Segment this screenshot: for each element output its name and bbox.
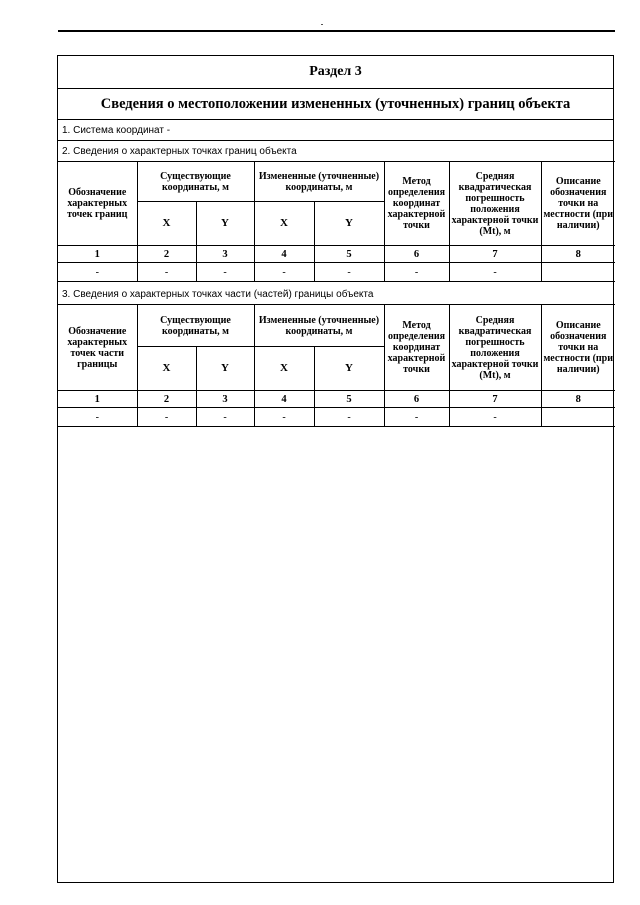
table-row (58, 408, 615, 427)
column-numbers-row (58, 246, 615, 263)
table-row (58, 263, 615, 282)
table-cell: - (254, 263, 314, 282)
col-changed-coords: Измененные (уточненные) координаты, м (254, 305, 384, 347)
col-designation: Обозначение характерных точек границ (58, 162, 137, 246)
table-cell: - (449, 263, 541, 282)
table-cell: - (384, 408, 449, 427)
col-method: Метод определения координат характерной точки (384, 305, 449, 391)
column-number: 3 (196, 246, 254, 263)
table-cell: - (58, 263, 137, 282)
column-number: 1 (58, 391, 137, 408)
table-cell: - (58, 408, 137, 427)
table-cell: - (449, 408, 541, 427)
table-cell: - (137, 408, 196, 427)
col-changed-y: Y (314, 202, 384, 246)
points-part-table (58, 304, 615, 427)
points-borders-table (58, 161, 615, 282)
column-number: 5 (314, 391, 384, 408)
table-cell: - (384, 263, 449, 282)
column-number: 7 (449, 391, 541, 408)
table-cell: - (314, 408, 384, 427)
table-cell: - (137, 263, 196, 282)
col-existing-y: Y (196, 202, 254, 246)
column-number: 1 (58, 246, 137, 263)
col-method: Метод определения координат характерной точки (384, 162, 449, 246)
table-cell (541, 263, 615, 282)
section-subtitle: Сведения о местоположении измененных (уточненных) границ объекта (58, 89, 613, 120)
table-cell: - (196, 263, 254, 282)
coordinate-system-line: 1. Система координат - (58, 120, 613, 141)
table-cell (541, 408, 615, 427)
col-existing-x: X (137, 347, 196, 391)
column-number: 4 (254, 246, 314, 263)
column-number: 2 (137, 246, 196, 263)
col-existing-x: X (137, 202, 196, 246)
table-cell: - (314, 263, 384, 282)
scan-speck (321, 24, 323, 25)
column-number: 2 (137, 391, 196, 408)
col-description: Описание обозначения точки на местности (при наличии) (541, 305, 615, 391)
col-description: Описание обозначения точки на местности (при наличии) (541, 162, 615, 246)
col-error: Средняя квадратическая погрешность положения характерной точки (Mt), м (449, 305, 541, 391)
column-number: 4 (254, 391, 314, 408)
column-number: 7 (449, 246, 541, 263)
column-number: 6 (384, 246, 449, 263)
col-changed-x: X (254, 202, 314, 246)
col-error: Средняя квадратическая погрешность положения характерной точки (Mt), м (449, 162, 541, 246)
section-title: Раздел 3 (58, 56, 613, 89)
col-changed-coords: Измененные (уточненные) координаты, м (254, 162, 384, 202)
column-number: 3 (196, 391, 254, 408)
header-rule (58, 30, 615, 32)
col-changed-x: X (254, 347, 314, 391)
col-changed-y: Y (314, 347, 384, 391)
column-number: 6 (384, 391, 449, 408)
column-number: 8 (541, 391, 615, 408)
points-part-heading: 3. Сведения о характерных точках части (частей) границы объекта (62, 289, 374, 300)
column-number: 5 (314, 246, 384, 263)
points-borders-heading: 2. Сведения о характерных точках границ объекта (62, 145, 297, 157)
table-cell: - (254, 408, 314, 427)
col-existing-coords: Существующие координаты, м (137, 162, 254, 202)
table-cell: - (196, 408, 254, 427)
col-existing-y: Y (196, 347, 254, 391)
section-frame (57, 55, 614, 883)
col-designation: Обозначение характерных точек части границы (58, 305, 137, 391)
column-numbers-row (58, 391, 615, 408)
column-number: 8 (541, 246, 615, 263)
col-existing-coords: Существующие координаты, м (137, 305, 254, 347)
